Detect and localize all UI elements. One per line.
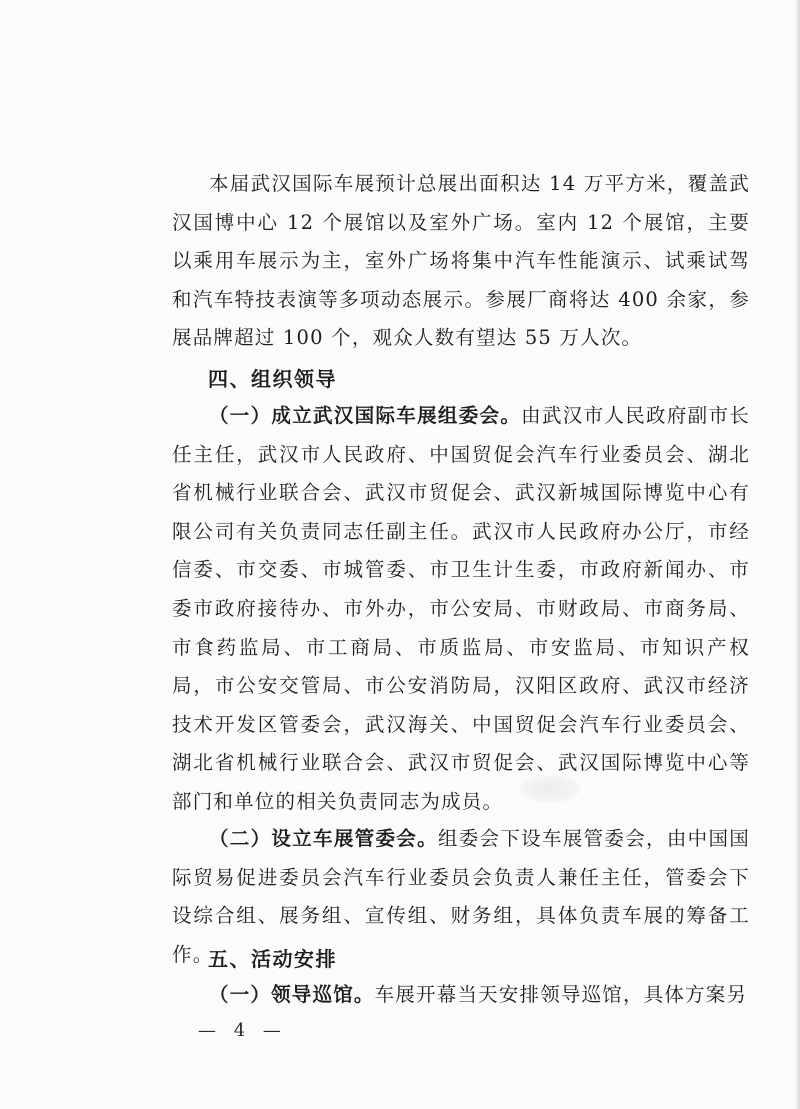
intro-paragraph-text: 本届武汉国际车展预计总展出面积达 14 万平方米，覆盖武汉国博中心 12 个展馆以及室外广场。室内 12 个展馆，主要以乘用车展示为主，室外广场将集中汽车性能演示、试乘试驾和汽车特技表演等多项动态展示。参展厂商将达 400 余家，参展品牌超过 100 个，观众人数有望达 55 万人次。 bbox=[172, 172, 750, 350]
item-4-1-lead: （一）成立武汉国际车展组委会。 bbox=[209, 404, 522, 427]
item-5-1-paragraph bbox=[172, 976, 750, 1015]
section-5-heading: 五、活动安排 bbox=[208, 947, 337, 971]
item-5-1-body: 车展开幕当天安排领导巡馆，具体方案另 bbox=[374, 983, 748, 1006]
page-number: — 4 — bbox=[198, 1020, 287, 1041]
item-5-1-lead: （一）领导巡馆。 bbox=[209, 983, 375, 1006]
section-4-heading: 四、组织领导 bbox=[208, 367, 337, 391]
intro-paragraph bbox=[172, 165, 750, 358]
item-4-2-lead: （二）设立车展管委会。 bbox=[209, 827, 438, 850]
item-4-1-paragraph bbox=[172, 397, 750, 822]
item-4-2-body: 组委会下设车展管委会，由中国国际贸易促进委员会汽车行业委员会负责人兼任主任，管委会下设综合组、展务组、宣传组、财务组，具体负责车展的筹备工作。 bbox=[172, 827, 750, 966]
item-4-1-body: 由武汉市人民政府副市长任主任，武汉市人民政府、中国贸促会汽车行业委员会、湖北省机械行业联合会、武汉市贸促会、武汉新城国际博览中心有限公司有关负责同志任副主任。武汉市人民政府办公厅，市经信委、市交委、市城管委、市卫生计生委，市政府新闻办、市委市政府接待办、市外办，市公安局、市财政局、市商务局、市食药监局、市工商局、市质监局、市安监局、市知识产权局，市公安交管局、市公安消防局，汉阳区政府、武汉市经济技术开发区管委会，武汉海关、中国贸促会汽车行业委员会、湖北省机械行业联合会、武汉市贸促会、武汉国际博览中心等部门和单位的相关负责同志为成员。 bbox=[172, 404, 750, 813]
